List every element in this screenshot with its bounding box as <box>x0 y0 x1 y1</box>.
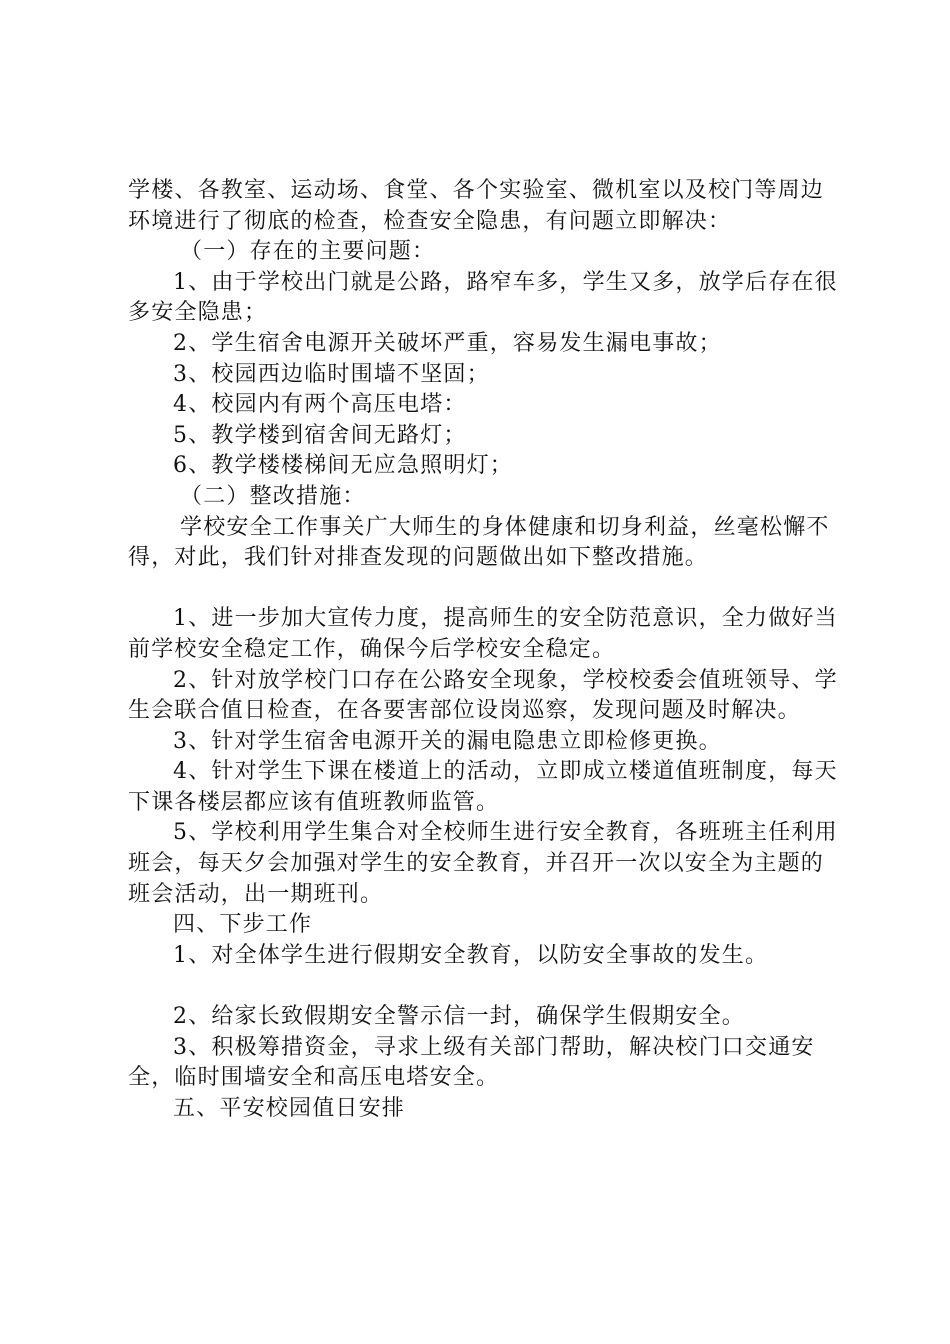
heading-next-steps: 四、下步工作 <box>173 912 313 938</box>
measure-item-4: 4、针对学生下课在楼道上的活动，立即成立楼道值班制度，每天下课各楼层都应该有值班教师监管。 <box>128 759 838 815</box>
measure-item-1: 1、进一步加大宣传力度，提高师生的安全防范意识，全力做好当前学校安全稳定工作，确保今后学校安全稳定。 <box>128 606 838 662</box>
blank-line <box>128 971 840 1002</box>
problem-item-5: 5、教学楼到宿舍间无路灯； <box>173 422 467 448</box>
heading-main-problems: （一）存在的主要问题： <box>180 239 436 265</box>
document-body <box>128 176 840 1124</box>
heading-duty-arrangement: 五、平安校园值日安排 <box>173 1095 406 1121</box>
next-step-item-2: 2、给家长致假期安全警示信一封，确保学生假期安全。 <box>173 1004 745 1030</box>
measure-item-5: 5、学校利用学生集合对全校师生进行安全教育，各班班主任利用班会，每天夕会加强对学生的安全教育，并召开一次以安全为主题的班会活动，出一期班刊。 <box>128 820 838 907</box>
blank-line <box>128 574 840 605</box>
next-step-item-3: 3、积极筹措资金，寻求上级有关部门帮助，解决校门口交通安全，临时围墙安全和高压电塔安全。 <box>128 1034 815 1091</box>
paragraph-measures-intro: 学校安全工作事关广大师生的身体健康和切身利益，丝毫松懈不得，对此，我们针对排查发现的问题做出如下整改措施。 <box>128 514 830 571</box>
measure-item-3: 3、针对学生宿舍电源开关的漏电隐患立即检修更换。 <box>173 728 722 754</box>
next-step-item-1: 1、对全体学生进行假期安全教育，以防安全事故的发生。 <box>173 942 769 968</box>
paragraph-intro: 学楼、各教室、运动场、食堂、各个实验室、微机室以及校门等周边环境进行了彻底的检查，检查安全隐患，有问题立即解决： <box>128 178 825 234</box>
problem-item-2: 2、学生宿舍电源开关破坏严重，容易发生漏电事故； <box>173 330 722 356</box>
measure-item-2: 2、针对放学校门口存在公路安全现象，学校校委会值班领导、学生会联合值日检查，在各要害部位设岗巡察，发现问题及时解决。 <box>128 667 838 724</box>
problem-item-4: 4、校园内有两个高压电塔： <box>173 392 467 418</box>
problem-item-3: 3、校园西边临时围墙不坚固； <box>173 361 490 387</box>
problem-item-1: 1、由于学校出门就是公路，路窄车多，学生又多，放学后存在很多安全隐患； <box>128 269 838 326</box>
problem-item-6: 6、教学楼楼梯间无应急照明灯； <box>173 453 513 479</box>
heading-rectification-measures: （二）整改措施： <box>180 483 366 509</box>
